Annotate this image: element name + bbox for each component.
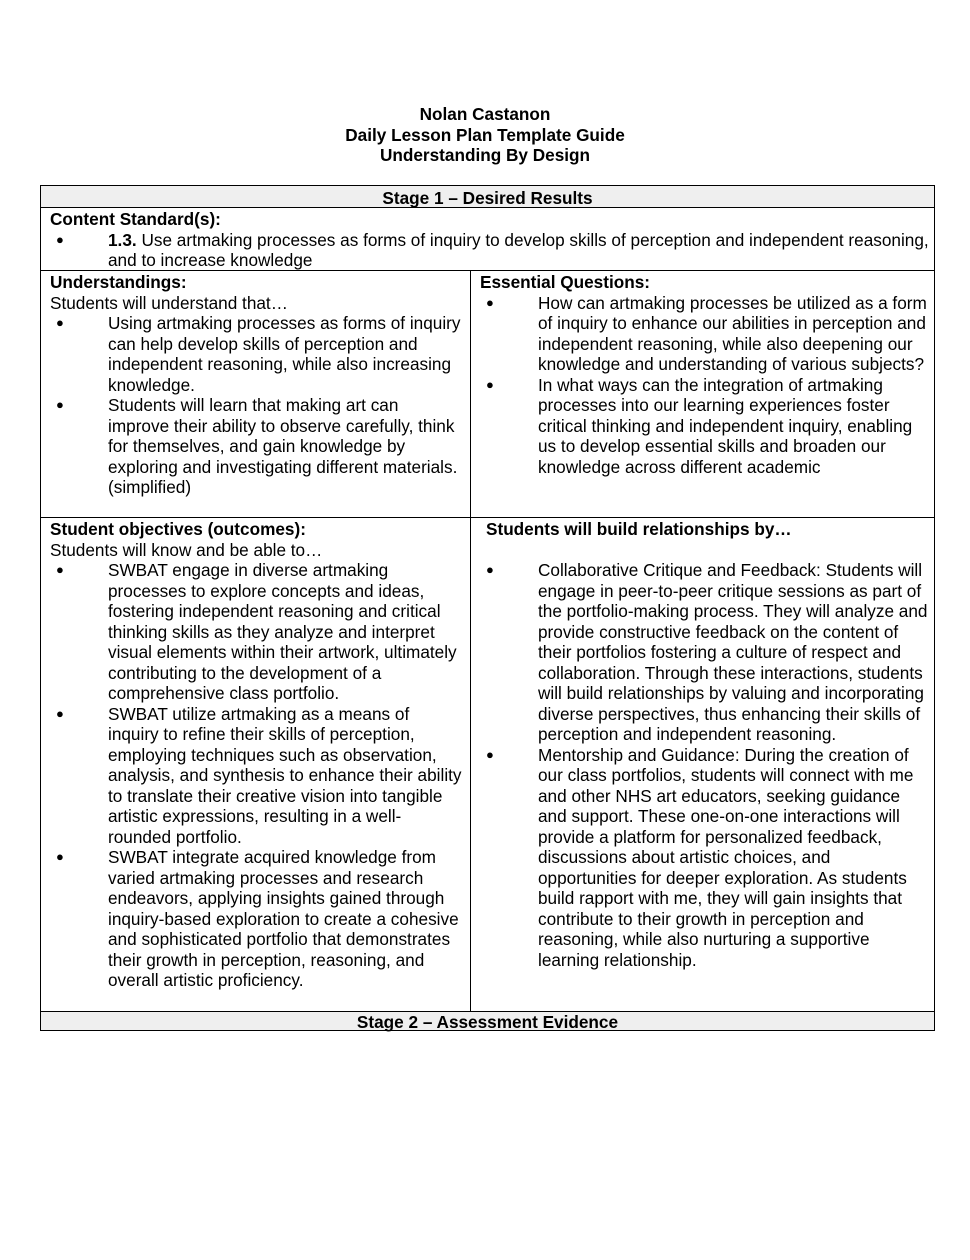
standard-text: Use artmaking processes as forms of inquiry to develop skills of perception and independent reasoning, and to increase knowledge <box>108 229 929 270</box>
bullet-icon: ● <box>486 376 494 392</box>
bullet-icon: ● <box>56 315 64 330</box>
document-subtitle: Understanding By Design <box>379 145 591 165</box>
document-header <box>0 104 970 166</box>
essential-questions-cell <box>471 271 933 517</box>
bullet-icon: ● <box>56 231 64 247</box>
bullet-icon: ● <box>486 294 494 310</box>
objectives-list <box>50 560 464 991</box>
understandings-list <box>50 313 464 498</box>
essential-questions-heading: Essential Questions: <box>480 272 651 292</box>
bullet-icon: ● <box>486 746 494 762</box>
list-item: ● Mentorship and Guidance: During the creation of our class portfolios, students will connect with me and other NHS art educators, seeking guidance and support. These one-on-one interactions will provide a platform for personalized feedback, discussions about artistic choices, and opportunities for deeper exploration. As students build rapport with me, they will gain insights that contribute to their growth in perception and reasoning, while also nurturing a supportive learning relationship. <box>486 744 914 970</box>
objectives-intro: Students will know and be able to… <box>50 539 323 560</box>
document-title: Daily Lesson Plan Template Guide <box>345 124 625 145</box>
list-item: ● Students will learn that making art can improve their ability to observe carefully, think for themselves, and gain knowledge by exploring and investigating different materials. (simplified) <box>56 395 458 497</box>
relationships-cell <box>471 518 933 1011</box>
content-standards-section <box>40 208 935 270</box>
list-item: ● SWBAT utilize artmaking as a means of inquiry to refine their skills of perception, employing techniques such as observation, analysis, and synthesis to enhance their ability to translate their creative vision into tangible artistic expressions, resulting in a well-rounded portfolio. <box>56 703 462 847</box>
content-standards-list <box>50 230 934 271</box>
list-item: ● How can artmaking processes be utilized as a form of inquiry to enhance our abilities in perception and independent reasoning, while also deepening our knowledge and understanding of various subjects? <box>486 292 927 374</box>
list-item: ● In what ways can the integration of artmaking processes into our learning experiences foster critical thinking and independent inquiry, enabling us to develop essential skills and broaden our knowledge across different academic <box>486 374 913 477</box>
understandings-questions-row <box>40 270 935 517</box>
list-item: ● Using artmaking processes as forms of inquiry can help develop skills of perception and independent reasoning, while also increasing knowledge. <box>56 313 461 395</box>
list-item: ● Collaborative Critique and Feedback: Students will engage in peer-to-peer critique sessions as part of the portfolio-making process. They will analyze and provide constructive feedback on the content of their portfolios fostering a culture of respect and collaboration. Through these interactions, students will build relationships by valuing and incorporating diverse perspectives, thus enhancing their skills of perception and independent reasoning. <box>486 560 928 744</box>
lesson-plan-table <box>40 185 935 1011</box>
standard-code: 1.3. <box>108 229 137 250</box>
list-item: ● SWBAT integrate acquired knowledge from varied artmaking processes and research endeavors, applying insights gained through inquiry-based exploration to create a cohesive and sophisticated portfolio that demonstrates their growth in perception, reasoning, and overall artistic proficiency. <box>56 847 459 990</box>
list-item: ● SWBAT engage in diverse artmaking processes to explore concepts and ideas, fostering independent reasoning and critical thinking skills as they analyze and interpret visual elements within their artwork, ultimately contributing to the development of a comprehensive class portfolio. <box>56 560 457 703</box>
understandings-heading: Understandings: <box>50 272 187 292</box>
bullet-icon: ● <box>56 849 64 864</box>
stage-2-title: Stage 2 – Assessment Evidence <box>40 1011 935 1031</box>
relationships-heading: Students will build relationships by… <box>486 519 792 539</box>
stage-1-title: Stage 1 – Desired Results <box>40 185 935 208</box>
bullet-icon: ● <box>56 397 64 412</box>
bullet-icon: ● <box>56 705 64 721</box>
author-name: Nolan Castanon <box>419 104 551 124</box>
content-standards-heading: Content Standard(s): <box>50 209 221 229</box>
relationships-list <box>480 560 929 970</box>
understandings-cell <box>41 271 471 517</box>
objectives-cell <box>41 518 471 1011</box>
list-item <box>50 230 934 271</box>
bullet-icon: ● <box>56 562 64 577</box>
understandings-intro: Students will understand that… <box>50 292 288 313</box>
essential-questions-list <box>480 293 929 478</box>
objectives-relationships-row <box>40 517 935 1011</box>
objectives-heading: Student objectives (outcomes): <box>50 519 306 539</box>
bullet-icon: ● <box>486 562 494 577</box>
